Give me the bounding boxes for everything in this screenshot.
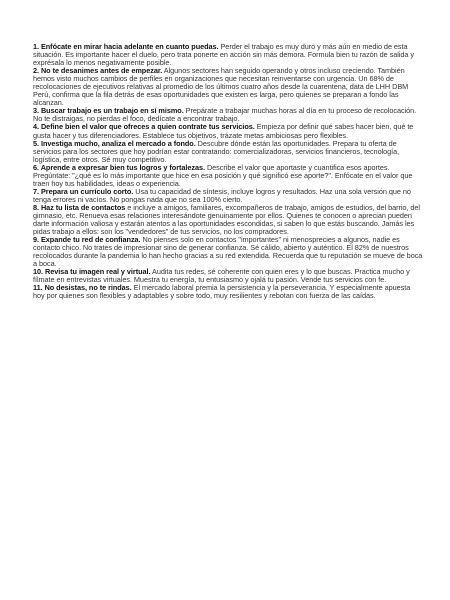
tip-6 xyxy=(33,164,423,188)
tip-7 xyxy=(33,188,423,204)
tip-body: e incluye a amigos, familiares, excompañeros de trabajo, amigos de estudios, del barrio, del gimnasio, etc. Renueva esas relaciones interesándote genuinamente por ellos. Quienes te conocen o aprecian pueden darte información valiosa y estarán atentos a las oportunidades escondidas, si saben lo que estás buscando. Jamás les pidas trabajo a ellos: son los "vendedores" de tus servicios, no los compradores. xyxy=(33,202,420,237)
tip-title: 2. No te desanimes antes de empezar. xyxy=(33,66,163,76)
tip-11 xyxy=(33,284,423,300)
tip-title: 6. Aprende a expresar bien tus logros y fortalezas. xyxy=(33,162,205,172)
tip-1 xyxy=(33,43,423,67)
tip-title: 5. Investiga mucho, analiza el mercado a fondo. xyxy=(33,138,196,148)
document-body xyxy=(33,43,423,301)
tip-9 xyxy=(33,236,423,268)
tip-title: 7. Prepara un currículo corto. xyxy=(33,186,134,196)
tip-body: El mercado laboral premia la persistencia y la perseverancia. Y especialmente apuesta hoy por quienes son flexibles y adaptables y sobre todo, muy resilientes y rebotan con fuerza de las caídas. xyxy=(33,283,411,301)
tip-3 xyxy=(33,107,423,123)
tip-body: Usa tu capacidad de síntesis, incluye logros y resultados. Haz una sola versión que no tenga errores ni vacíos. No pongas nada que no sea 100% cierto. xyxy=(33,186,411,204)
tip-5 xyxy=(33,140,423,164)
tip-4 xyxy=(33,123,423,139)
tip-8 xyxy=(33,204,423,236)
tip-body: Empieza por definir qué sabes hacer bien, qué te gusta hacer y tus diferenciadores. Establece tus objetivos, trázate metas ambiciosas pero flexibles. xyxy=(33,122,414,140)
tip-10 xyxy=(33,268,423,284)
tip-body: No pienses solo en contactos "importantes" ni menosprecies a algunos, nadie es contacto chico. No trates de impresionar sino de generar confianza. Sé cálido, abierto y auténtico. El 82% de nuestros recolocados durante la pandemia lo han hecho gracias a su red extendida. Recuerda que tu reputación se mueve de boca a boca. xyxy=(33,235,423,269)
tip-title: 3. Buscar trabajo es un trabajo en sí mismo. xyxy=(33,106,184,116)
tip-title: 1. Enfócate en mirar hacia adelante en cuanto puedas. xyxy=(33,42,219,51)
tip-body: Perder el trabajo es muy duro y más aún en medio de esta situación. Es importante hacer el duelo, pero trata ponerte en acción sin más demora. Formula bien tu razón de salida y exprésala lo menos negativamente posible. xyxy=(33,42,414,68)
tip-title: 11. No desistas, no te rindas. xyxy=(33,283,132,293)
tip-body: Algunos sectores han seguido operando y otros incluso creciendo. También hemos visto muchos cambios de perfiles en organizaciones que necesitan reinventarse con urgencia. Un 68% de recolocaciones de ejecutivos relativas al promedio de los últimos cuatro años desde la cuarentena, data de LHH DBM Perú, confirma que la fila detrás de esas oportunidades que existen es larga, pero quienes se preparan a fondo las alcanzan. xyxy=(33,66,409,108)
tip-title: 9. Expande tu red de confianza. xyxy=(33,235,141,245)
tip-title: 8. Haz tu lista de contactos xyxy=(33,202,126,212)
tip-body: Descubre dónde están las oportunidades. Prepara tu oferta de servicios para los sectores que hoy podrían estar contratando: comercializadoras, servicios financieros, tecnología, logística, entre otros. Sé muy competitivo. xyxy=(33,138,400,164)
tip-title: 4. Define bien el valor que ofreces a quien contrate tus servicios. xyxy=(33,122,255,132)
tip-title: 10. Revisa tu imagen real y virtual. xyxy=(33,267,151,277)
tip-body: Prepárate a trabajar muchas horas al día en tu proceso de recolocación. No te distraigas, no pierdas el foco, dedícate a encontrar trabajo. xyxy=(33,106,417,124)
tip-body: Describe el valor que aportaste y cuantifica esos aportes. Pregúntate: "¿qué es lo más importante que hice en esa posición y qué significó ese aporte?". Enfócate en el valor que traen hoy tus habilidades, ideas o experiencia. xyxy=(33,162,413,188)
tip-2 xyxy=(33,67,423,107)
tip-body: Audita tus redes, sé coherente con quien eres y lo que buscas. Practica mucho y fílmate en entrevistas virtuales. Muestra tu energía, tu entusiasmo y ojalá tu pasión. Vende tus servicios con fe. xyxy=(33,267,410,285)
